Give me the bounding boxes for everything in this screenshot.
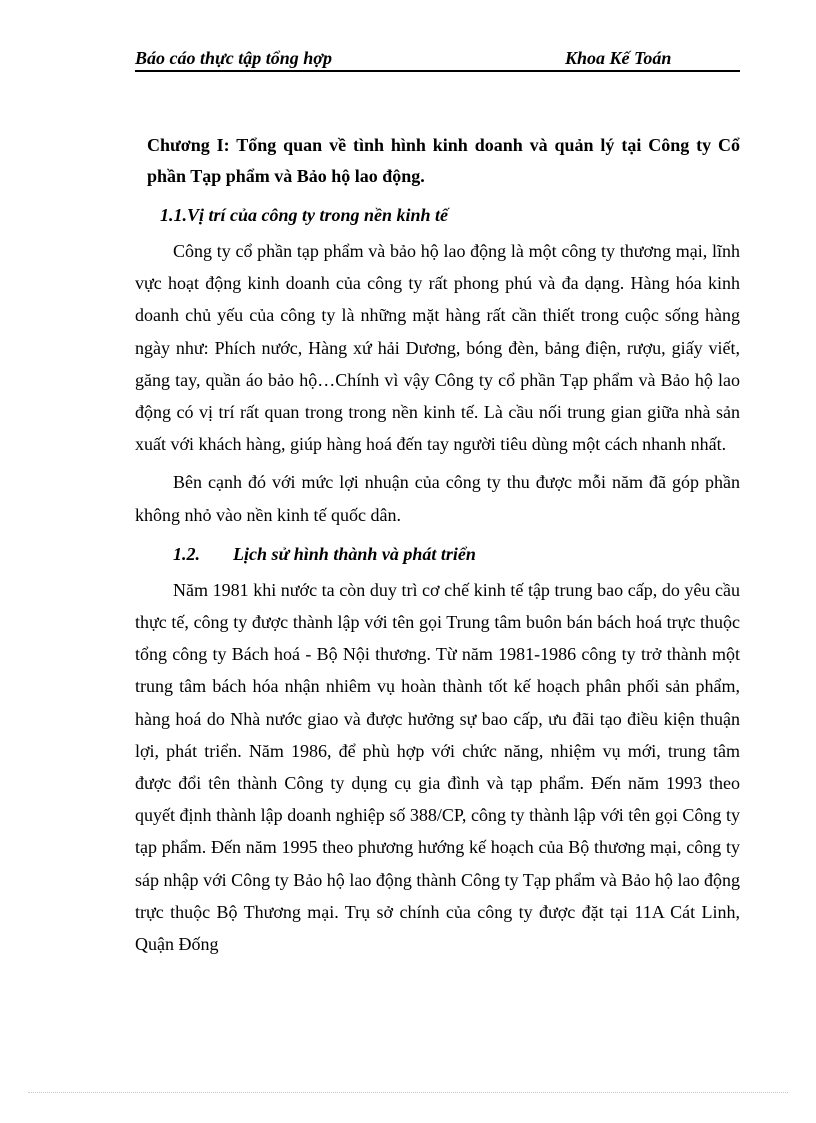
header-department: Khoa Kế Toán [565, 48, 672, 68]
section-1-1-paragraph-1: Công ty cổ phần tạp phẩm và bảo hộ lao động là một công ty thương mại, lĩnh vực hoạt động kinh doanh của công ty rất phong phú và đa dạng. Hàng hóa kinh doanh chủ yếu của công ty là những mặt hàng rất cần thiết trong cuộc sống hàng ngày như: Phích nước, Hàng xứ hải Dương, bóng đèn, bảng điện, rượu, giấy viết, găng tay, quần áo bảo hộ…Chính vì vậy Công ty cổ phần Tạp phẩm và Bảo hộ lao động có vị trí rất quan trong trong nền kinh tế. Là cầu nối trung gian giữa nhà sản xuất với khách hàng, giúp hàng hoá đến tay người tiêu dùng một cách nhanh nhất. [135, 241, 740, 455]
chapter-title: Chương I: Tổng quan về tình hình kinh doanh và quản lý tại Công ty Cổ phần Tạp phẩm và Bảo hộ lao động. [147, 135, 740, 186]
section-1-2-title: Lịch sử hình thành và phát triển [233, 543, 476, 564]
page-header [135, 48, 740, 72]
page-bottom-divider [28, 1092, 788, 1093]
document-body [135, 130, 740, 966]
section-1-2-paragraph-1: Năm 1981 khi nước ta còn duy trì cơ chế kinh tế tập trung bao cấp, do yêu cầu thực tế, công ty được thành lập với tên gọi Trung tâm buôn bán bách hoá trực thuộc tổng công ty Bách hoá - Bộ Nội thương. Từ năm 1981-1986 công ty trở thành một trung tâm bách hóa nhận nhiêm vụ hoàn thành tốt kế hoạch phân phối sản phẩm, hàng hoá do Nhà nước giao và được hưởng sự bao cấp, ưu đãi tạo điều kiện thuận lợi, phát triển. Năm 1986, để phù hợp với chức năng, nhiệm vụ mới, trung tâm được đổi tên thành Công ty dụng cụ gia đình và tạp phẩm. Đến năm 1993 theo quyết định thành lập doanh nghiệp số 388/CP, công ty thành lập với tên gọi Công ty tạp phẩm. Đến năm 1995 theo phương hướng kế hoạch của Bộ thương mại, công ty sáp nhập với Công ty Bảo hộ lao động thành Công ty Tạp phẩm và Bảo hộ lao động trực thuộc Bộ Thương mại. Trụ sở chính của công ty được đặt tại 11A Cát Linh, Quận Đống [135, 579, 740, 955]
section-1-2-heading [173, 540, 740, 568]
section-1-1-heading: 1.1.Vị trí của công ty trong nền kinh tế [160, 205, 449, 225]
section-1-1-paragraph-2: Bên cạnh đó với mức lợi nhuận của công ty thu được mỗi năm đã góp phần không nhỏ vào nền kinh tế quốc dân. [135, 472, 740, 525]
section-1-2-number: 1.2. [173, 543, 200, 564]
header-report-title: Báo cáo thực tập tổng hợp [135, 48, 332, 68]
